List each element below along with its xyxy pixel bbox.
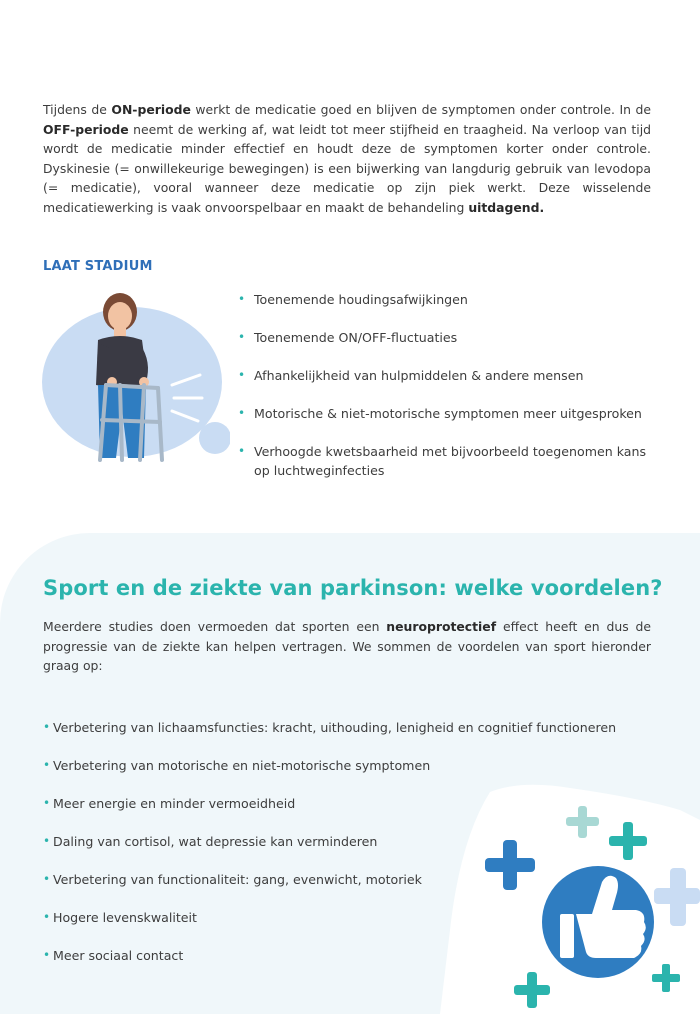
- list-item: • Daling van cortisol, wat depressie kan verminderen: [43, 832, 643, 851]
- off-period-term: OFF-periode: [43, 121, 129, 137]
- list-item: • Toenemende houdingsafwijkingen: [238, 290, 658, 309]
- late-stage-list: [238, 290, 658, 499]
- neuroprotective-term: neuroprotectief: [386, 619, 497, 634]
- challenging-term: uitdagend.: [468, 199, 545, 215]
- woman-with-walker-illustration: [40, 290, 230, 465]
- list-item: • Verbetering van motorische en niet-motorische symptomen: [43, 756, 643, 775]
- sport-intro-text-1: Meerdere studies doen vermoeden dat sporten een: [43, 619, 387, 634]
- list-item: • Afhankelijkheid van hulpmiddelen & andere mensen: [238, 366, 658, 385]
- list-item: • Meer energie en minder vermoeidheid: [43, 794, 643, 813]
- late-stage-heading: LAAT STADIUM: [43, 259, 153, 274]
- list-item: • Verbetering van functionaliteit: gang, evenwicht, motoriek: [43, 870, 643, 889]
- list-item: • Toenemende ON/OFF-fluctuaties: [238, 328, 658, 347]
- sport-section-title: Sport en de ziekte van parkinson: welke voordelen?: [43, 576, 663, 600]
- list-item: • Verbetering van lichaamsfuncties: kracht, uithouding, lenigheid en cognitief functioneren: [43, 718, 643, 737]
- intro-text-2: werkt de medicatie goed en blijven de symptomen onder controle. In de: [190, 102, 651, 117]
- on-period-term: ON-periode: [111, 102, 191, 117]
- list-item: • Verhoogde kwetsbaarheid met bijvoorbeeld toegenomen kans op luchtweginfecties: [238, 442, 658, 480]
- intro-text-3: neemt de werking af, wat leidt tot meer stijfheid en traagheid. Na verloop van tijd wordt de medicatie minder effectief en houdt deze de symptomen korter onder controle. Dyskinesie (= onwillekeurige bewegingen) is een bijwerking van langdurig gebruik van levodopa (= medicatie), vooral wanneer deze medicatie op zijn piek werkt. Deze wisselende medicatiewerking is vaak onvoorspelbaar en maakt de behandeling: [43, 121, 651, 215]
- list-item: • Hogere levenskwaliteit: [43, 908, 643, 927]
- list-item: • Motorische & niet-motorische symptomen meer uitgesproken: [238, 404, 658, 423]
- sport-intro-text-2: effect heeft en dus de progressie van de ziekte kan helpen vertragen. We sommen de voordelen van sport hieronder graag op:: [43, 619, 651, 674]
- intro-text-1: Tijdens de: [43, 102, 112, 117]
- thumbs-up-illustration: [440, 780, 700, 1014]
- list-item: • Meer sociaal contact: [43, 946, 643, 965]
- sport-intro-paragraph: [43, 617, 651, 676]
- intro-paragraph: [43, 100, 651, 218]
